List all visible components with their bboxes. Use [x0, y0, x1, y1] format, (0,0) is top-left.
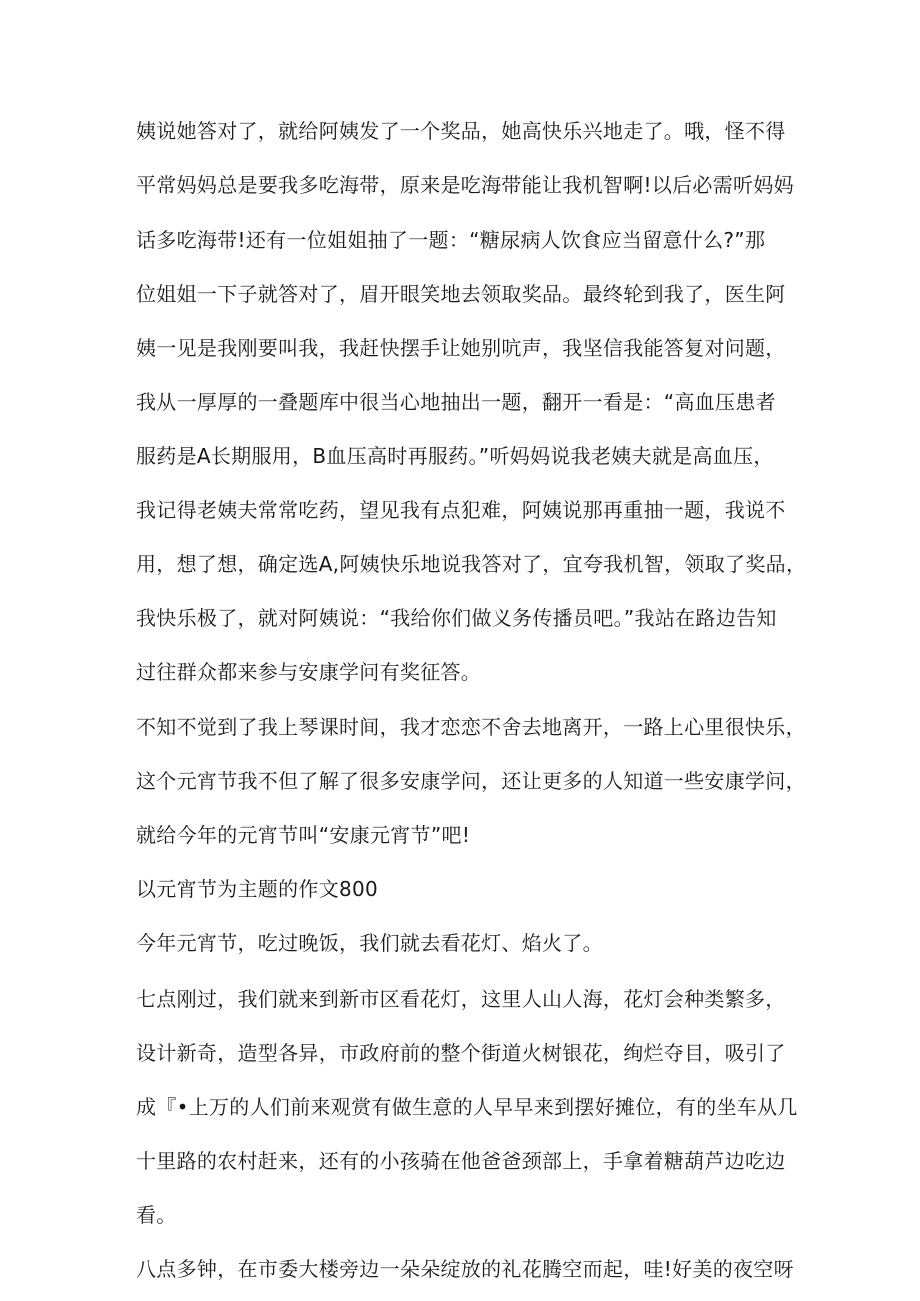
text-line: 七点刚过，我们就来到新市区看花灯，这里人山人海，花灯会种类繁多， [136, 987, 786, 1011]
text-line: 服药是A长期服用，B血压高时再服药。”听妈妈说我老姨夫就是高血压， [136, 444, 774, 468]
text-line: 八点多钟，在市委大楼旁边一朵朵绽放的礼花腾空而起，哇!好美的夜空呀 [136, 1257, 794, 1281]
section-heading: 以元宵节为主题的作文800 [136, 877, 379, 901]
text-line: 过往群众都来参与安康学问有奖征答。 [136, 660, 482, 684]
text-line: 就给今年的元宵节叫“安康元宵节”吧! [136, 823, 471, 847]
text-line: 我从一厚厚的一叠题库中很当心地抽出一题，翻开一看是：“高血压患者 [136, 390, 776, 414]
text-line: 我快乐极了，就对阿姨说：“我给你们做义务传播员吧。”我站在路边告知 [136, 606, 777, 630]
text-line: 今年元宵节，吃过晚饭，我们就去看花灯、焰火了。 [136, 931, 603, 955]
text-line: 十里路的农村赶来，还有的小孩骑在他爸爸颈部上，手拿着糖葫芦边吃边 [136, 1149, 786, 1173]
text-line: 这个元宵节我不但了解了很多安康学问，还让更多的人知道一些安康学问， [136, 769, 806, 793]
text-line: 看。 [136, 1203, 177, 1227]
text-line: 平常妈妈总是要我多吃海带，原来是吃海带能让我机智啊!以后必需听妈妈 [136, 173, 794, 197]
text-line: 姨一见是我刚要叫我，我赶快摆手让她别吭声，我坚信我能答复对问题， [136, 336, 786, 360]
text-line: 用，想了想，确定选A,阿姨快乐地说我答对了，宜夸我机智，领取了奖品， [136, 552, 807, 576]
text-line: 我记得老姨夫常常吃药，望见我有点犯难，阿姨说那再重抽一题，我说不 [136, 498, 786, 522]
text-line: 不知不觉到了我上琴课时间，我才恋恋不舍去地离开，一路上心里很快乐， [136, 715, 806, 739]
text-line: 话多吃海带!还有一位姐姐抽了一题：“糖尿病人饮食应当留意什么?”那 [136, 228, 766, 252]
text-line: 位姐姐一下子就答对了，眉开眼笑地去领取奖品。最终轮到我了，医生阿 [136, 282, 786, 306]
text-line: 成『•上万的人们前来观赏有做生意的人早早来到摆好摊位，有的坐车从几 [136, 1095, 798, 1119]
text-line: 姨说她答对了，就给阿姨发了一个奖品，她高快乐兴地走了。哦，怪不得 [136, 119, 786, 143]
text-line: 设计新奇，造型各异，市政府前的整个街道火树银花，绚烂夺目，吸引了 [136, 1041, 786, 1065]
